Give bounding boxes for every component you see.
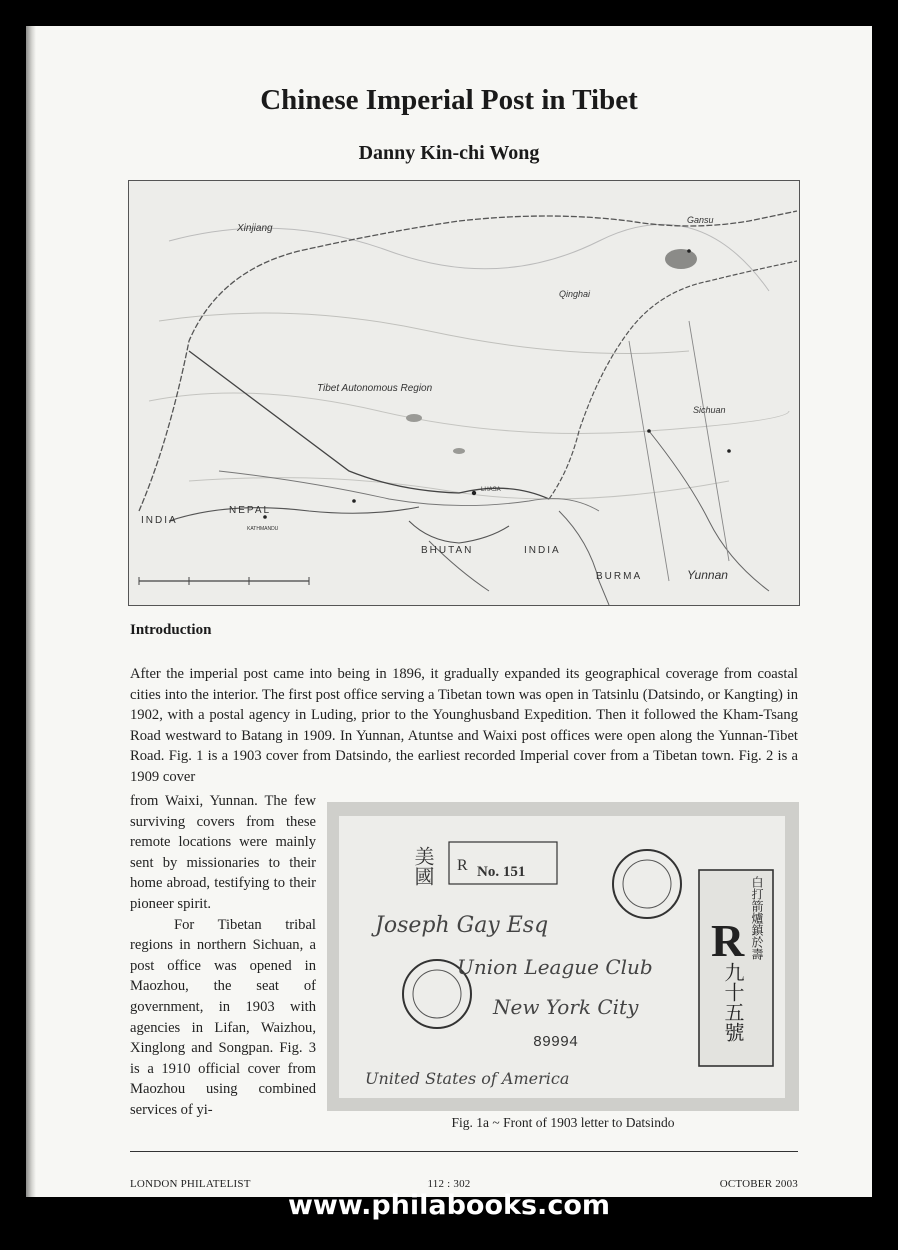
text-column [130, 791, 316, 1121]
page [26, 26, 872, 1197]
cover-photo [327, 802, 799, 1111]
map-label-nepal: NEPAL [229, 505, 272, 516]
map-label-qinghai: Qinghai [559, 289, 591, 299]
footer-date: OCTOBER 2003 [719, 1178, 798, 1190]
map-label-gansu: Gansu [687, 215, 714, 225]
cover-chinese-right-top: 白打箭爐鎮於壽 [750, 876, 764, 960]
map-label-burma: BURMA [596, 571, 643, 582]
map-label-tibet: Tibet Autonomous Region [317, 383, 433, 394]
map-label-kathmandu: KATHMANDU [247, 526, 279, 532]
page-spine [26, 26, 36, 1197]
footer-rule [130, 1151, 798, 1152]
section-heading: Introduction [130, 622, 212, 638]
article-title: Chinese Imperial Post in Tibet [260, 84, 638, 116]
map-label-india-west: INDIA [141, 515, 178, 526]
map-label-xinjiang: Xinjiang [237, 223, 273, 234]
cover-chinese-right-bottom: 九十五號 [721, 962, 745, 1042]
map-svg [129, 181, 799, 605]
cover-address-3: New York City [493, 995, 639, 1019]
column-paragraph-2: For Tibetan tribal regions in northern Sichuan, a post office was opened in Maozhou, the seat of government, in 1903 with agencies in Lifan, Waizhou, Xinglong and Songpan. Fig. 3 is a 1910 official cover from Maozhou using combined services of yi- [130, 916, 316, 1118]
cover-address-4: United States of America [365, 1069, 570, 1088]
cover-chinese-left: 美國 [411, 846, 435, 886]
map-label-sichuan: Sichuan [693, 405, 726, 415]
map-figure [128, 180, 800, 606]
footer-journal: LONDON PHILATELIST [130, 1178, 251, 1190]
cover-svg [327, 802, 799, 1111]
cover-number: 89994 [533, 1034, 579, 1051]
cover-reg-number: No. 151 [477, 864, 526, 880]
footer-page-number: 112 : 302 [427, 1178, 471, 1190]
article-author: Danny Kin-chi Wong [358, 142, 540, 164]
figure-caption: Fig. 1a ~ Front of 1903 letter to Datsindo [451, 1115, 675, 1130]
intro-paragraph: After the imperial post came into being in 1896, it gradually expanded its geographical coverage from coastal cities into the interior. The first post office serving a Tibetan town was open in Tatsinlu (Datsindo, or Kangting) in 1902, with a postal agency in Luding, prior to the Younghusband Expedition. Then it followed the Kham-Tsang Road westward to Batang in 1909. In Yunnan, Atuntse and Waixi post offices were open along the Yunnan-Tibet Road. Fig. 1 is a 1903 cover from Datsindo, the earliest recorded Imperial cover from a Tibetan town. Fig. 2 is a 1909 cover [130, 666, 798, 785]
column-paragraph-1: from Waixi, Yunnan. The few surviving covers from these remote locations were mainly sent by missionaries to their home abroad, testifying to their pioneer spirit. [130, 793, 316, 912]
map-label-lhasa: LHASA [481, 487, 501, 493]
map-label-india-east: INDIA [524, 545, 561, 556]
cover-address-2: Union League Club [457, 955, 653, 979]
cover-r-mark: R [711, 915, 745, 966]
map-label-bhutan: BHUTAN [421, 545, 474, 556]
cover-address-1: Joseph Gay Esq [375, 913, 549, 938]
cover-reg-box-r: R [457, 857, 468, 874]
watermark: www.philabooks.com [287, 1190, 611, 1221]
map-label-yunnan: Yunnan [687, 568, 728, 582]
